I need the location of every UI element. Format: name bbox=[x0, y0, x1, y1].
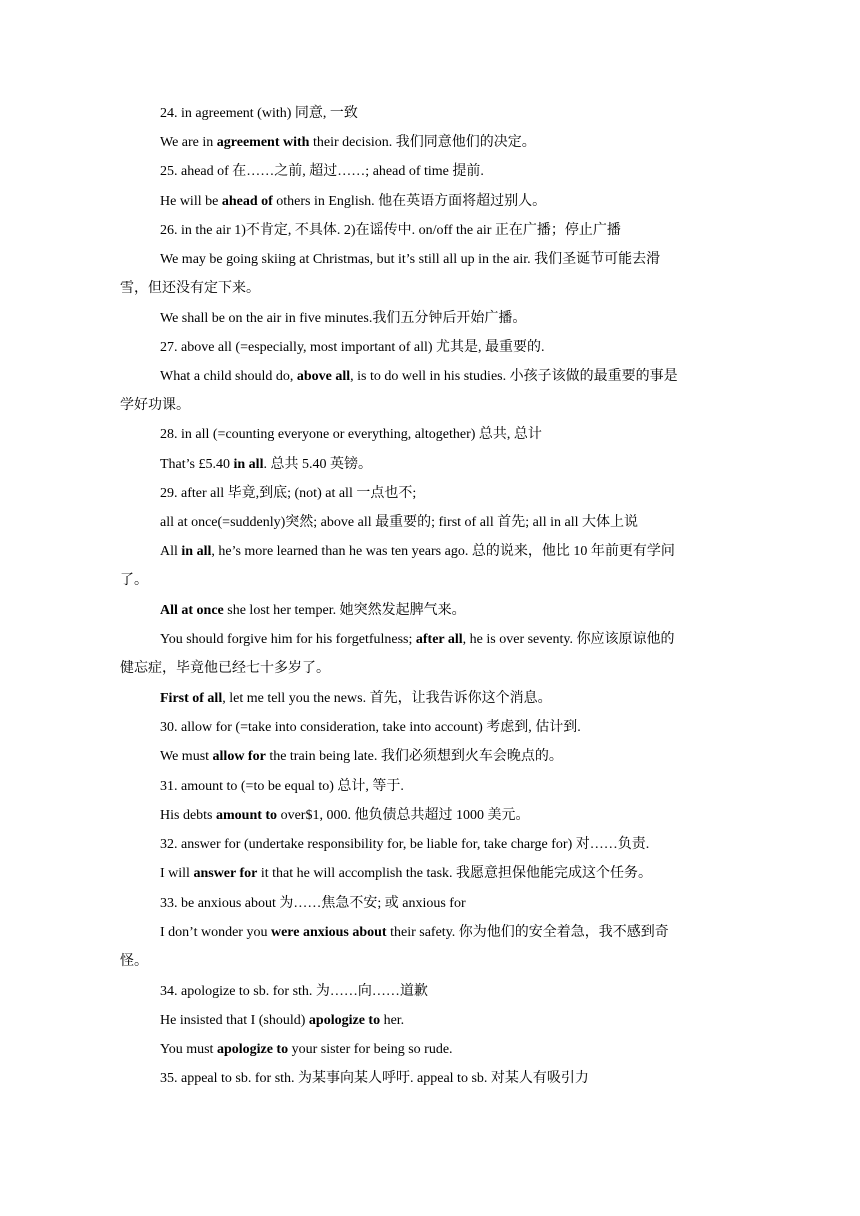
bold-phrase: amount to bbox=[216, 808, 278, 823]
text-line bbox=[160, 221, 621, 241]
text-line bbox=[160, 747, 563, 767]
text-run: You should forgive him for his forgetfulness; bbox=[160, 632, 416, 647]
text-run: 32. answer for (undertake responsibility for, be liable for, take charge for) 对……负责. bbox=[160, 837, 650, 852]
text-line bbox=[160, 1069, 589, 1089]
text-line bbox=[160, 630, 674, 650]
bold-phrase: in all bbox=[181, 544, 212, 559]
text-run: 35. appeal to sb. for sth. 为某事向某人呼吁. appeal to sb. 对某人有吸引力 bbox=[160, 1071, 589, 1086]
text-line bbox=[160, 425, 542, 445]
text-run: 雪，但还没有定下来。 bbox=[120, 281, 260, 296]
bold-phrase: in all bbox=[233, 457, 264, 472]
bold-phrase: ahead of bbox=[221, 194, 273, 209]
text-run: I will bbox=[160, 866, 194, 881]
text-run: the train being late. 我们必须想到火车会晚点的。 bbox=[265, 749, 563, 764]
text-line bbox=[120, 952, 148, 972]
text-run: she lost her temper. 她突然发起脾气来。 bbox=[223, 603, 466, 618]
bold-phrase: First of all bbox=[160, 691, 223, 706]
bold-phrase: apologize to bbox=[308, 1013, 381, 1028]
text-run: You must bbox=[160, 1042, 217, 1057]
bold-phrase: answer for bbox=[193, 866, 258, 881]
text-line bbox=[160, 982, 428, 1002]
text-run: 34. apologize to sb. for sth. 为……向……道歉 bbox=[160, 984, 428, 999]
text-run: 健忘症，毕竟他已经七十多岁了。 bbox=[120, 661, 330, 676]
text-run: , he’s more learned than he was ten years ago. 总的说来，他比 10 年前更有学问 bbox=[211, 544, 675, 559]
text-line bbox=[160, 1040, 453, 1060]
text-run: her. bbox=[380, 1013, 405, 1028]
bold-phrase: apologize to bbox=[216, 1042, 289, 1057]
text-run: , he is over seventy. 你应该原谅他的 bbox=[462, 632, 675, 647]
text-line bbox=[120, 396, 190, 416]
text-run: That’s £5.40 bbox=[160, 457, 234, 472]
text-run: We are in bbox=[160, 135, 217, 150]
text-run: We may be going skiing at Christmas, but it’s still all up in the air. 我们圣诞节可能去滑 bbox=[160, 252, 661, 267]
text-run: 33. be anxious about 为……焦急不安; 或 anxious for bbox=[160, 896, 466, 911]
bold-phrase: agreement with bbox=[216, 135, 310, 150]
text-line bbox=[160, 835, 649, 855]
text-run: He insisted that I (should) bbox=[160, 1013, 309, 1028]
bold-phrase: above all bbox=[296, 369, 351, 384]
text-line bbox=[160, 894, 466, 914]
text-line bbox=[160, 192, 546, 212]
bold-phrase: allow for bbox=[212, 749, 266, 764]
text-run: their decision. 我们同意他们的决定。 bbox=[309, 135, 536, 150]
text-run: 25. ahead of 在……之前, 超过……; ahead of time 提前. bbox=[160, 164, 484, 179]
text-line bbox=[160, 162, 484, 182]
text-line bbox=[160, 250, 660, 270]
text-run: 了。 bbox=[120, 573, 148, 588]
text-line bbox=[160, 104, 358, 124]
text-run: We shall be on the air in five minutes.我们五分钟后开始广播。 bbox=[160, 311, 527, 326]
text-run: His debts bbox=[160, 808, 216, 823]
text-run: your sister for being so rude. bbox=[288, 1042, 453, 1057]
text-line bbox=[160, 923, 669, 943]
text-run: 28. in all (=counting everyone or everything, altogether) 总共, 总计 bbox=[160, 427, 542, 442]
text-run: . 总共 5.40 英镑。 bbox=[263, 457, 372, 472]
text-line bbox=[160, 338, 545, 358]
text-line bbox=[160, 542, 675, 562]
text-line bbox=[160, 309, 526, 329]
text-run: 29. after all 毕竟,到底; (not) at all 一点也不; bbox=[160, 486, 417, 501]
text-line bbox=[160, 806, 529, 826]
text-run: What a child should do, bbox=[160, 369, 297, 384]
text-run: others in English. 他在英语方面将超过别人。 bbox=[272, 194, 547, 209]
text-run: 学好功课。 bbox=[120, 398, 190, 413]
text-run: We must bbox=[160, 749, 213, 764]
text-run: their safety. 你为他们的安全着急，我不感到奇 bbox=[386, 925, 669, 940]
bold-phrase: after all bbox=[415, 632, 463, 647]
text-line bbox=[160, 718, 581, 738]
text-line bbox=[160, 864, 652, 884]
bold-phrase: All at once bbox=[160, 603, 224, 618]
text-line bbox=[160, 367, 678, 387]
text-run: 30. allow for (=take into consideration, take into account) 考虑到, 估计到. bbox=[160, 720, 581, 735]
text-line bbox=[160, 601, 466, 621]
text-run: , is to do well in his studies. 小孩子该做的最重要的事是 bbox=[350, 369, 678, 384]
text-line bbox=[160, 484, 416, 504]
text-run: 24. in agreement (with) 同意, 一致 bbox=[160, 106, 358, 121]
text-line bbox=[120, 571, 148, 591]
text-run: I don’t wonder you bbox=[160, 925, 271, 940]
text-line bbox=[120, 659, 330, 679]
text-run: He will be bbox=[160, 194, 222, 209]
text-line bbox=[160, 513, 638, 533]
text-run: , let me tell you the news. 首先，让我告诉你这个消息。 bbox=[222, 691, 552, 706]
text-line bbox=[160, 1011, 404, 1031]
text-line bbox=[160, 455, 372, 475]
text-line bbox=[160, 689, 552, 709]
text-run: All bbox=[160, 544, 182, 559]
text-line bbox=[160, 133, 536, 153]
text-line bbox=[160, 777, 404, 797]
text-run: 27. above all (=especially, most important of all) 尤其是, 最重要的. bbox=[160, 340, 545, 355]
text-run: all at once(=suddenly)突然; above all 最重要的; first of all 首先; all in all 大体上说 bbox=[160, 515, 638, 530]
text-run: 26. in the air 1)不肯定, 不具体. 2)在谣传中. on/off the air 正在广播；停止广播 bbox=[160, 223, 621, 238]
bold-phrase: were anxious about bbox=[270, 925, 387, 940]
text-run: 怪。 bbox=[120, 954, 148, 969]
text-run: over$1, 000. 他负债总共超过 1000 美元。 bbox=[277, 808, 530, 823]
text-line bbox=[120, 279, 260, 299]
text-run: it that he will accomplish the task. 我愿意担保他能完成这个任务。 bbox=[257, 866, 653, 881]
text-run: 31. amount to (=to be equal to) 总计, 等于. bbox=[160, 779, 404, 794]
